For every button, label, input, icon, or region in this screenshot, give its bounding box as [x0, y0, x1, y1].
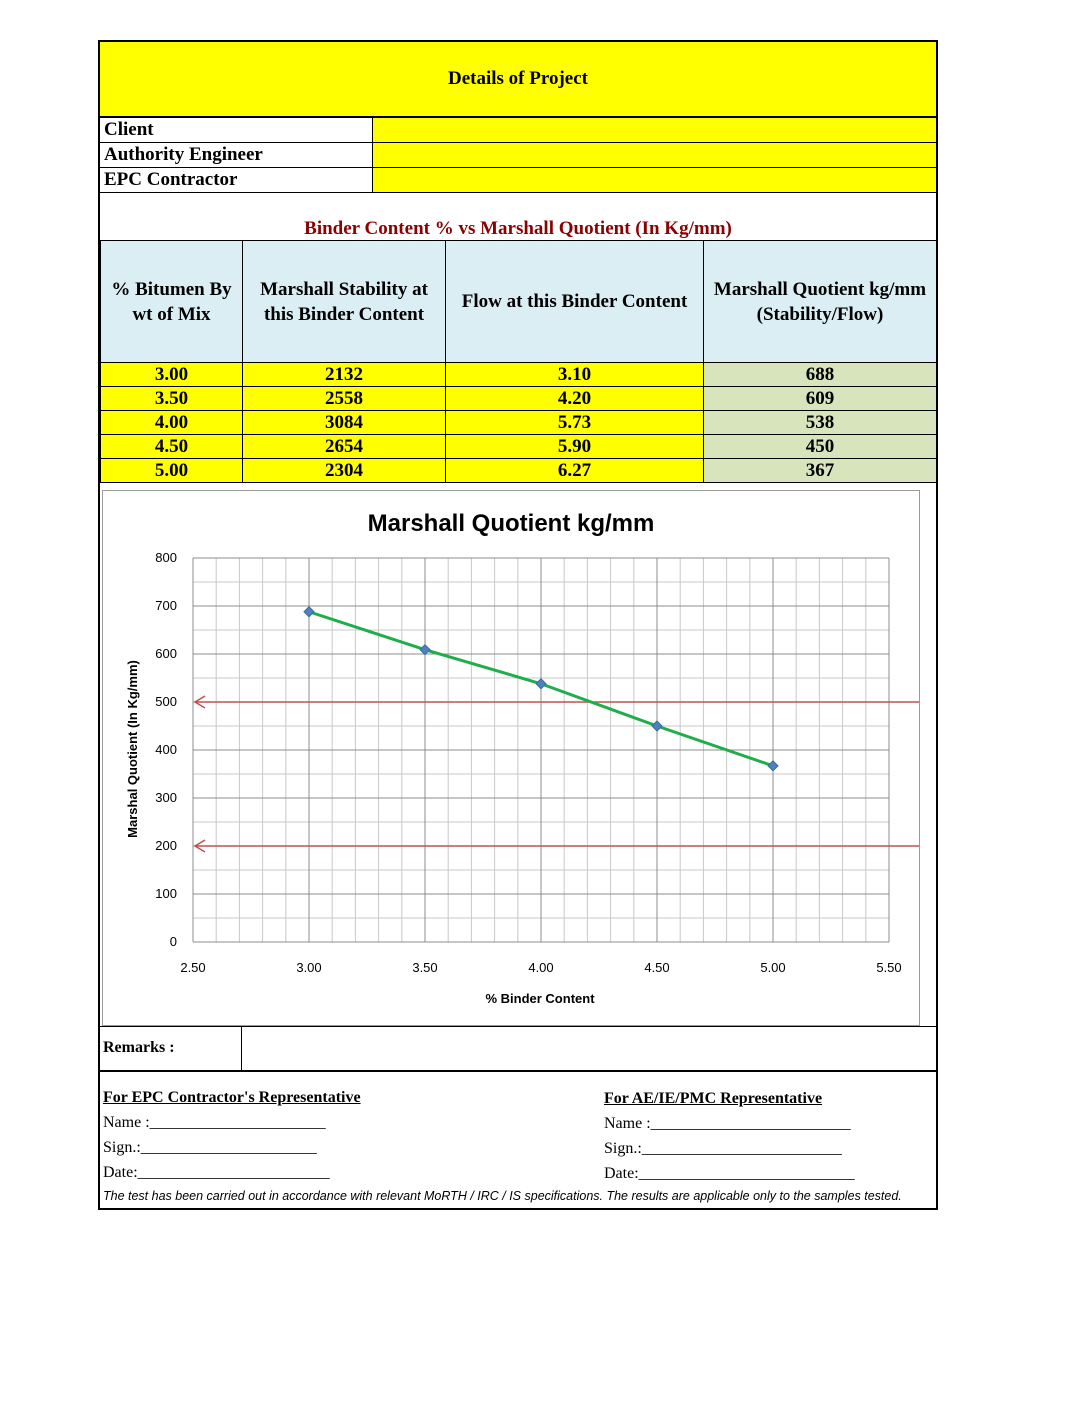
y-tick-label: 800: [155, 550, 177, 565]
cell-flow: 5.90: [446, 435, 704, 459]
authority-engineer-label: Authority Engineer: [100, 143, 373, 167]
remarks-label: Remarks :: [100, 1027, 242, 1070]
cell-quotient: 450: [704, 435, 937, 459]
cell-bitumen: 4.00: [101, 411, 243, 435]
header-bitumen: % Bitumen By wt of Mix: [101, 241, 243, 363]
chart-title: Marshall Quotient kg/mm: [367, 510, 655, 537]
x-tick-label: 4.00: [528, 960, 554, 975]
epc-date-field[interactable]: Date:________________________: [103, 1164, 330, 1181]
x-axis-label: % Binder Content: [485, 991, 595, 1006]
remarks-row: [100, 1026, 936, 1072]
cell-stability: 2654: [243, 435, 446, 459]
header-flow: Flow at this Binder Content: [446, 241, 704, 363]
cell-bitumen: 3.00: [101, 363, 243, 387]
x-tick-label: 5.00: [760, 960, 786, 975]
cell-stability: 2132: [243, 363, 446, 387]
cell-flow: 4.20: [446, 387, 704, 411]
x-tick-label: 5.50: [876, 960, 902, 975]
x-tick-label: 3.00: [296, 960, 322, 975]
cell-quotient: 538: [704, 411, 937, 435]
y-tick-label: 300: [155, 790, 177, 805]
client-label: Client: [100, 118, 373, 142]
cell-stability: 2558: [243, 387, 446, 411]
table-title: Binder Content % vs Marshall Quotient (In Kg/mm): [304, 218, 732, 239]
header-quotient: Marshall Quotient kg/mm (Stability/Flow): [704, 241, 937, 363]
epc-contractor-label: EPC Contractor: [100, 168, 373, 192]
table-row: [101, 459, 937, 483]
y-tick-label: 700: [155, 598, 177, 613]
report-sheet: [98, 40, 938, 1210]
marshall-quotient-chart: [102, 490, 920, 1026]
epc-contractor-value[interactable]: [373, 168, 936, 192]
y-axis-label: Marshal Quotient (In Kg/mm): [125, 660, 140, 838]
x-tick-label: 4.50: [644, 960, 670, 975]
marshall-data-table: [100, 240, 937, 483]
cell-quotient: 367: [704, 459, 937, 483]
y-tick-label: 200: [155, 838, 177, 853]
cell-bitumen: 3.50: [101, 387, 243, 411]
epc-signature-block: [103, 1085, 361, 1185]
epc-contractor-row: [100, 168, 936, 193]
table-row: [101, 363, 937, 387]
epc-name-field[interactable]: Name :______________________: [103, 1114, 326, 1131]
cell-flow: 5.73: [446, 411, 704, 435]
x-tick-label: 3.50: [412, 960, 438, 975]
epc-signature-title: For EPC Contractor's Representative: [103, 1089, 361, 1106]
footer-note: The test has been carried out in accordance with relevant MoRTH / IRC / IS specifications. The results are applicable only to the samples tested.: [103, 1189, 902, 1203]
table-row: [101, 411, 937, 435]
data-point: [652, 721, 662, 731]
x-tick-label: 2.50: [180, 960, 206, 975]
header-stability: Marshall Stability at this Binder Content: [243, 241, 446, 363]
table-row: [101, 435, 937, 459]
cell-stability: 3084: [243, 411, 446, 435]
authority-engineer-value[interactable]: [373, 143, 936, 167]
cell-bitumen: 4.50: [101, 435, 243, 459]
chart-svg: [103, 491, 919, 1025]
data-point: [304, 607, 314, 617]
cell-flow: 6.27: [446, 459, 704, 483]
ae-signature-block: [604, 1086, 855, 1186]
y-tick-label: 500: [155, 694, 177, 709]
y-tick-label: 400: [155, 742, 177, 757]
client-value[interactable]: [373, 118, 936, 142]
table-row: [101, 387, 937, 411]
y-tick-label: 600: [155, 646, 177, 661]
y-tick-label: 100: [155, 886, 177, 901]
epc-sign-field[interactable]: Sign.:______________________: [103, 1139, 317, 1156]
cell-quotient: 609: [704, 387, 937, 411]
authority-engineer-row: [100, 143, 936, 168]
cell-bitumen: 5.00: [101, 459, 243, 483]
data-point: [768, 761, 778, 771]
ae-date-field[interactable]: Date:___________________________: [604, 1165, 855, 1182]
project-details-title: Details of Project: [100, 42, 936, 118]
ae-signature-title: For AE/IE/PMC Representative: [604, 1090, 823, 1107]
cell-quotient: 688: [704, 363, 937, 387]
cell-flow: 3.10: [446, 363, 704, 387]
data-point: [536, 679, 546, 689]
y-tick-label: 0: [169, 934, 177, 949]
remarks-value[interactable]: [242, 1027, 936, 1070]
ae-name-field[interactable]: Name :_________________________: [604, 1115, 851, 1132]
client-row: [100, 118, 936, 143]
ae-sign-field[interactable]: Sign.:_________________________: [604, 1140, 842, 1157]
cell-stability: 2304: [243, 459, 446, 483]
data-point: [420, 645, 430, 655]
